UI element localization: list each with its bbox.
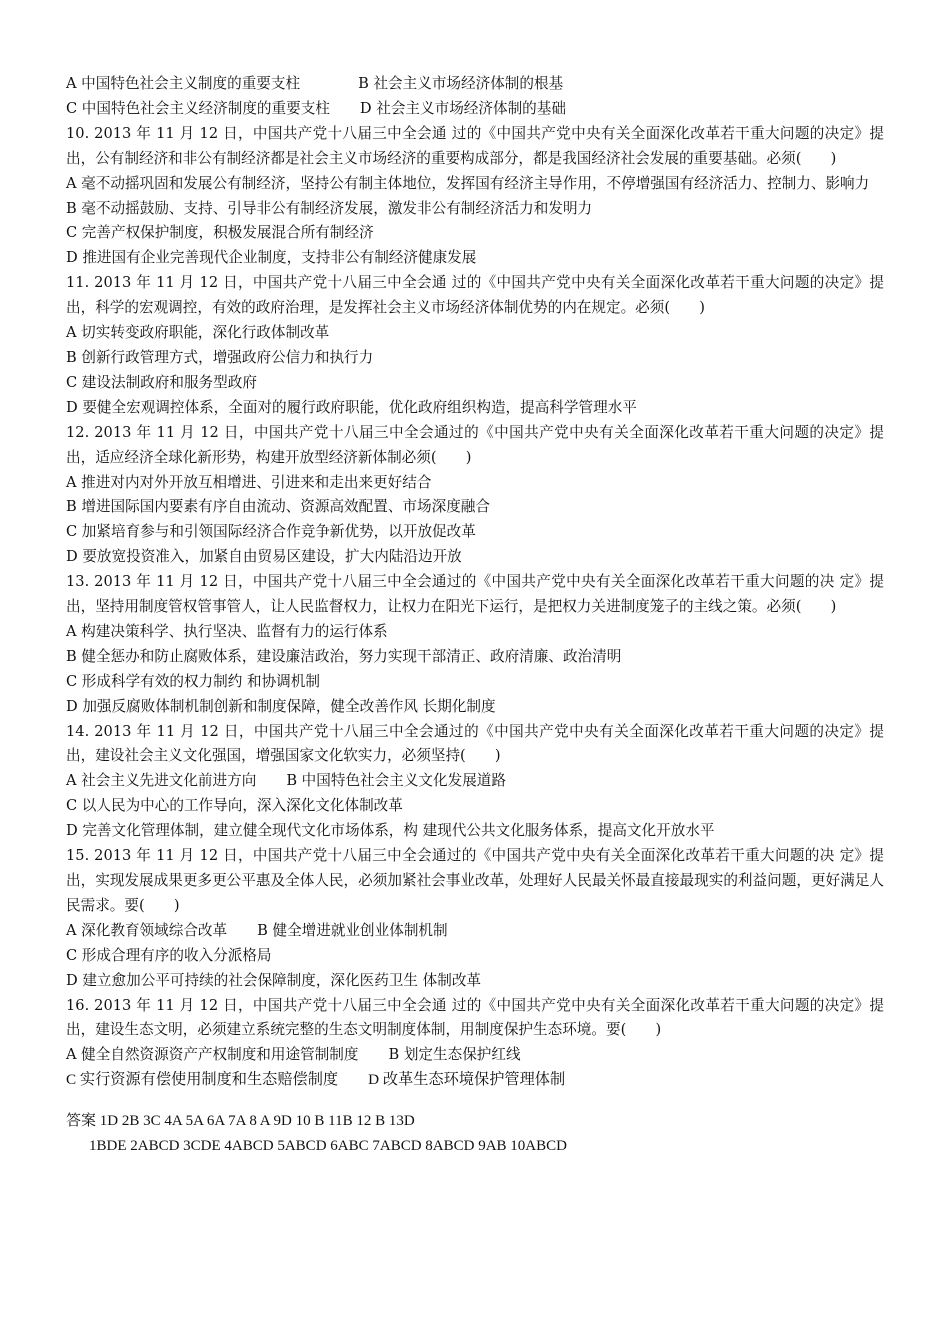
question-11-option-d: D 要健全宏观调控体系，全面对的履行政府职能，优化政府组织构造，提高科学管理水平 — [66, 398, 637, 416]
question-12-option-d: D 要放宽投资准入，加紧自由贸易区建设，扩大内陆沿边开放 — [66, 548, 462, 566]
q9-options-row-1 — [66, 72, 884, 97]
question-16-stem: 16. 2013 年 11 月 12 日，中国共产党十八届三中全会通 过的《中国共产党中央有关全面深化改革若干重大问题的决定》提出，建设生态文明，必须建立系统完整的生态文明制度体制，用制度保护生态环境。要( ) — [66, 996, 884, 1039]
answer-key-multiple-choice: 1BDE 2ABCD 3CDE 4ABCD 5ABCD 6ABC 7ABCD 8ABCD 9AB 10ABCD — [89, 1138, 567, 1155]
question-11-stem: 11. 2013 年 11 月 12 日，中国共产党十八届三中全会通 过的《中国共产党中央有关全面深化改革若干重大问题的决定》提出，科学的宏观调控，有效的政府治理，是发挥社会主义市场经济体制优势的内在规定。必须( ) — [66, 274, 884, 317]
question-12-stem: 12. 2013 年 11 月 12 日，中国共产党十八届三中全会通过的《中国共产党中央有关全面深化改革若干重大问题的决定》提出，适应经济全球化新形势，构建开放型经济新体制必须( ) — [66, 423, 884, 466]
question-13-option-a: A 构建决策科学、执行坚决、监督有力的运行体系 — [66, 622, 388, 640]
question-13-option-c: C 形成科学有效的权力制约 和协调机制 — [66, 672, 320, 690]
document-page — [66, 72, 884, 1159]
question-14-option-c: C 以人民为中心的工作导向，深入深化文化体制改革 — [66, 797, 403, 815]
question-13-option-b: B 健全惩办和防止腐败体系，建设廉洁政治，努力实现干部清正、政府清廉、政治清明 — [66, 647, 622, 665]
question-13-stem: 13. 2013 年 11 月 12 日，中国共产党十八届三中全会通过的《中国共产党中央有关全面深化改革若干重大问题的决 定》提出，坚持用制度管权管事管人，让人民监督权力，让权力在阳光下运行，是把权力关进制度笼子的主线之策。必须( ) — [66, 573, 884, 616]
question-16-option-b: B 划定生态保护红线 — [388, 1046, 521, 1064]
question-10-option-a: A 毫不动摇巩固和发展公有制经济，坚持公有制主体地位，发挥国有经济主导作用，不停增强国有经济活力、控制力、影响力 — [66, 174, 870, 192]
question-11-option-c: C 建设法制政府和服务型政府 — [66, 373, 257, 391]
question-11-option-b: B 创新行政管理方式，增强政府公信力和执行力 — [66, 348, 374, 366]
question-16-options-row-2 — [66, 1068, 884, 1093]
question-14-stem: 14. 2013 年 11 月 12 日，中国共产党十八届三中全会通过的《中国共产党中央有关全面深化改革若干重大问题的决定》提出，建设社会主义文化强国，增强国家文化软实力，必须坚持( ) — [66, 722, 884, 765]
answer-key — [66, 1109, 884, 1159]
question-15-option-a: A 深化教育领域综合改革 — [66, 921, 228, 939]
q9-option-a: A 中国特色社会主义制度的重要支柱 — [66, 75, 301, 92]
question-15-stem: 15. 2013 年 11 月 12 日，中国共产党十八届三中全会通过的《中国共产党中央有关全面深化改革若干重大问题的决 定》提出，实现发展成果更多更公平惠及全体人民，必须加紧社会事业改革，处理好人民最关怀最直接最现实的利益问题，更好满足人民需求。要( ) — [66, 847, 884, 914]
question-16-option-a: A 健全自然资源资产产权制度和用途管制制度 — [66, 1046, 359, 1064]
question-10-stem: 10. 2013 年 11 月 12 日，中国共产党十八届三中全会通 过的《中国共产党中央有关全面深化改革若干重大问题的决定》提出，公有制经济和非公有制经济都是社会主义市场经济的重要构成部分，都是我国经济社会发展的重要基础。必须( ) — [66, 124, 884, 167]
question-14-options-row — [66, 769, 884, 794]
answer-key-single-choice: 答案 1D 2B 3C 4A 5A 6A 7A 8 A 9D 10 B 11B 12 B 13D — [66, 1113, 415, 1130]
question-16-options-row — [66, 1043, 884, 1068]
question-12-option-b: B 增进国际国内要素有序自由流动、资源高效配置、市场深度融合 — [66, 498, 490, 516]
q9-options-row-2 — [66, 97, 884, 122]
question-15-options-row — [66, 919, 884, 944]
question-11-option-a: A 切实转变政府职能，深化行政体制改革 — [66, 324, 330, 342]
question-15-option-d: D 建立愈加公平可持续的社会保障制度，深化医药卫生 体制改革 — [66, 971, 482, 989]
q9-option-b: B 社会主义市场经济体制的根基 — [358, 75, 564, 92]
question-10-option-c: C 完善产权保护制度，积极发展混合所有制经济 — [66, 224, 374, 242]
question-12-option-a: A 推进对内对外开放互相增进、引进来和走出来更好结合 — [66, 473, 432, 491]
question-10-option-d: D 推进国有企业完善现代企业制度，支持非公有制经济健康发展 — [66, 249, 477, 267]
question-15-option-c: C 形成合理有序的收入分派格局 — [66, 946, 272, 964]
question-15-option-b: B 健全增进就业创业体制机制 — [257, 921, 448, 939]
q9-option-d: D 社会主义市场经济体制的基础 — [359, 99, 566, 117]
q9-option-c: C 中国特色社会主义经济制度的重要支柱 — [66, 99, 330, 117]
question-16-option-d: D 改革生态环境保护管理体制 — [368, 1071, 566, 1089]
question-14-option-b: B 中国特色社会主义文化发展道路 — [286, 772, 506, 790]
question-10-option-b: B 毫不动摇鼓励、支持、引导非公有制经济发展，激发非公有制经济活力和发明力 — [66, 199, 593, 217]
question-13-option-d: D 加强反腐败体制机制创新和制度保障，健全改善作风 长期化制度 — [66, 697, 496, 715]
question-14-option-d: D 完善文化管理体制，建立健全现代文化市场体系，构 建现代公共文化服务体系，提高文化开放水平 — [66, 822, 715, 840]
question-12-option-c: C 加紧培育参与和引领国际经济合作竞争新优势，以开放促改革 — [66, 523, 476, 541]
question-14-option-a: A 社会主义先进文化前进方向 — [66, 772, 257, 790]
question-16-option-c: C 实行资源有偿使用制度和生态赔偿制度 — [66, 1071, 339, 1089]
